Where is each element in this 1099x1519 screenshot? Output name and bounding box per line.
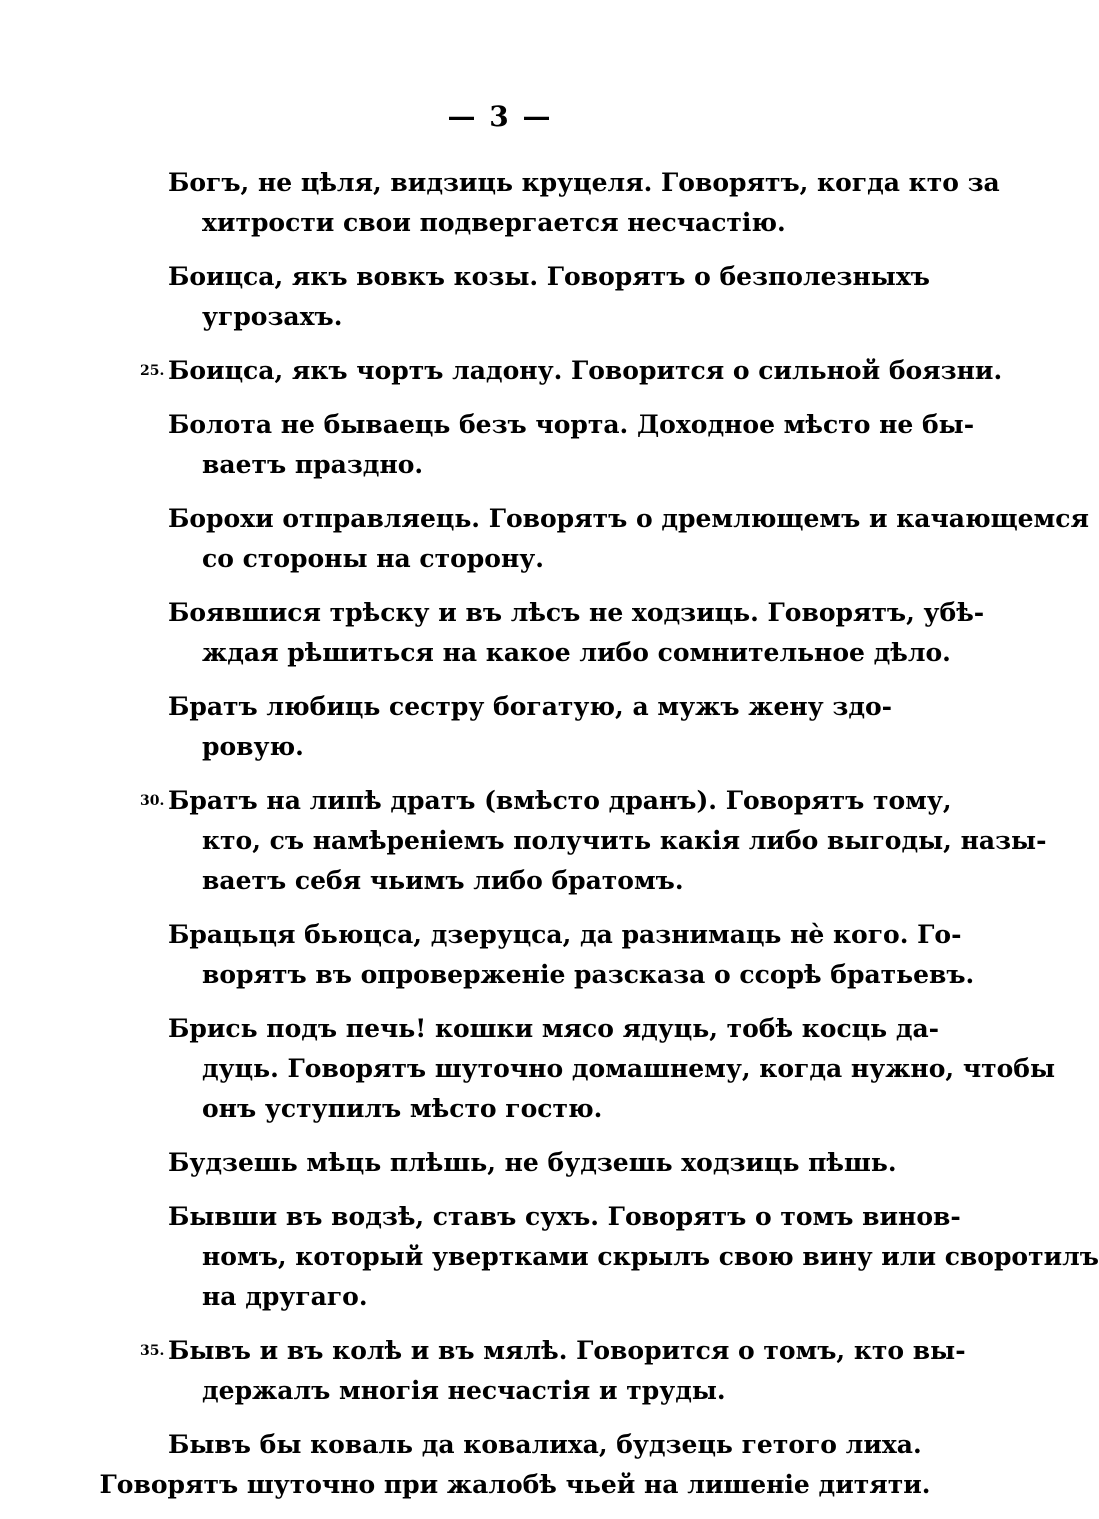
- entry-line: [0, 1425, 1000, 1465]
- entry-line-text: Брись подъ печь! кошки мясо ядуць, тобѣ косць да-: [168, 1014, 940, 1043]
- entry-line-text: хитрости свои подвергается несчастію.: [202, 208, 786, 237]
- entry-line-text: Боицса, якъ вовкъ козы. Говорятъ о безполезныхъ: [168, 262, 930, 291]
- proverb-entry: [0, 593, 1000, 673]
- proverb-entry: [0, 781, 1047, 901]
- proverb-entry: [0, 1009, 1056, 1129]
- entry-line-text: угрозахъ.: [202, 302, 343, 331]
- entry-line-text: Братъ любиць сестру богатую, а мужъ жену здо-: [168, 692, 893, 721]
- entry-line-text: Боявшися трѣску и въ лѣсъ не ходзиць. Говорятъ, убѣ-: [168, 598, 985, 627]
- entry-line-text: Бывъ и въ колѣ и въ мялѣ. Говорится о томъ, кто вы-: [168, 1336, 966, 1365]
- entry-line-text: со стороны на сторону.: [202, 544, 544, 573]
- entry-line: [0, 1277, 1000, 1317]
- proverb-entry: [0, 1425, 1000, 1505]
- entry-line: [0, 1143, 1000, 1183]
- entry-line-text: ждая рѣшиться на какое либо сомнительное дѣло.: [202, 638, 951, 667]
- entry-line-text: дуць. Говорятъ шуточно домашнему, когда нужно, чтобы: [202, 1054, 1056, 1083]
- entry-number: 35.: [140, 1343, 165, 1359]
- entry-line: [0, 1237, 1099, 1277]
- proverb-entry: [0, 687, 1000, 767]
- entry-line: [0, 1331, 1000, 1371]
- proverb-entry: [0, 1331, 1000, 1411]
- entry-line-text: Говорятъ шуточно при жалобѣ чьей на лишеніе дитяти.: [99, 1470, 931, 1499]
- entry-line: [0, 499, 1089, 539]
- entry-line: [0, 351, 1003, 391]
- entry-line-text: ваетъ праздно.: [202, 450, 424, 479]
- entry-line: [0, 955, 1000, 995]
- entry-line-text: Бывши въ водзѣ, ставъ сухъ. Говорятъ о томъ винов-: [168, 1202, 961, 1231]
- entry-line: [0, 1089, 1000, 1129]
- proverb-entry: [0, 1143, 1000, 1183]
- entry-line-text: онъ уступилъ мѣсто гостю.: [202, 1094, 603, 1123]
- entry-line-text: держалъ многія несчастія и труды.: [202, 1376, 726, 1405]
- entry-line-text: Болота не бываець безъ чорта. Доходное мѣсто не бы-: [168, 410, 975, 439]
- entry-line-text: Богъ, не цѣля, видзиць круцеля. Говорятъ, когда кто за: [168, 168, 1000, 197]
- entry-line: [0, 915, 1000, 955]
- entry-line-text: ворятъ въ опроверженіе разсказа о ссорѣ братьевъ.: [202, 960, 975, 989]
- entry-line: [0, 257, 1000, 297]
- entry-line: [0, 445, 1000, 485]
- entry-line-text: Бывъ бы коваль да ковалиха, будзець гетого лиха.: [168, 1430, 922, 1459]
- entry-line: [0, 405, 1000, 445]
- proverb-list: [0, 163, 1099, 1519]
- entry-line: [0, 593, 1000, 633]
- proverb-entry: [0, 499, 1089, 579]
- entry-line-text: номъ, который увертками скрылъ свою вину или своротилъ: [202, 1242, 1099, 1271]
- entry-line: [0, 1371, 1000, 1411]
- proverb-entry: [0, 257, 1000, 337]
- entry-line: [0, 163, 1000, 203]
- entry-line-text: Будзешь мѣць плѣшь, не будзешь ходзиць пѣшь.: [168, 1148, 897, 1177]
- entry-line: [0, 633, 1000, 673]
- entry-line-text: кто, съ намѣреніемъ получить какія либо выгоды, назы-: [202, 826, 1047, 855]
- proverb-entry: [0, 915, 1000, 995]
- entry-line-text: Братъ на липѣ дратъ (вмѣсто дранъ). Говорятъ тому,: [168, 786, 952, 815]
- entry-line: [0, 1049, 1056, 1089]
- page-number: — 3 —: [447, 100, 553, 133]
- entry-line: [0, 297, 1000, 337]
- entry-line: [0, 539, 1000, 579]
- entry-line: [0, 821, 1047, 861]
- entry-line: [0, 781, 1000, 821]
- entry-line: [0, 203, 1000, 243]
- entry-line: [0, 1009, 1000, 1049]
- entry-line-text: Бороxи отправляець. Говорятъ о дремлющемъ и качающемся: [168, 504, 1089, 533]
- proverb-entry: [0, 163, 1000, 243]
- entry-line: [0, 687, 1000, 727]
- entry-line-text: Брацьця бьюцса, дзеруцса, да разнимаць нѐ кого. Го-: [168, 920, 962, 949]
- entry-line-text: Боицса, якъ чортъ ладону. Говорится о сильной боязни.: [168, 356, 1003, 385]
- entry-line-text: ровую.: [202, 732, 304, 761]
- entry-line: [0, 727, 1000, 767]
- entry-line-text: на другаго.: [202, 1282, 368, 1311]
- entry-line: [0, 1197, 1000, 1237]
- proverb-entry: [0, 1197, 1099, 1317]
- entry-line: [0, 1465, 1030, 1505]
- proverb-entry: [0, 405, 1000, 485]
- entry-number: 25.: [140, 363, 165, 379]
- entry-line-text: ваетъ себя чьимъ либо братомъ.: [202, 866, 684, 895]
- entry-number: 30.: [140, 793, 165, 809]
- proverb-entry: [0, 351, 1003, 391]
- entry-line: [0, 861, 1000, 901]
